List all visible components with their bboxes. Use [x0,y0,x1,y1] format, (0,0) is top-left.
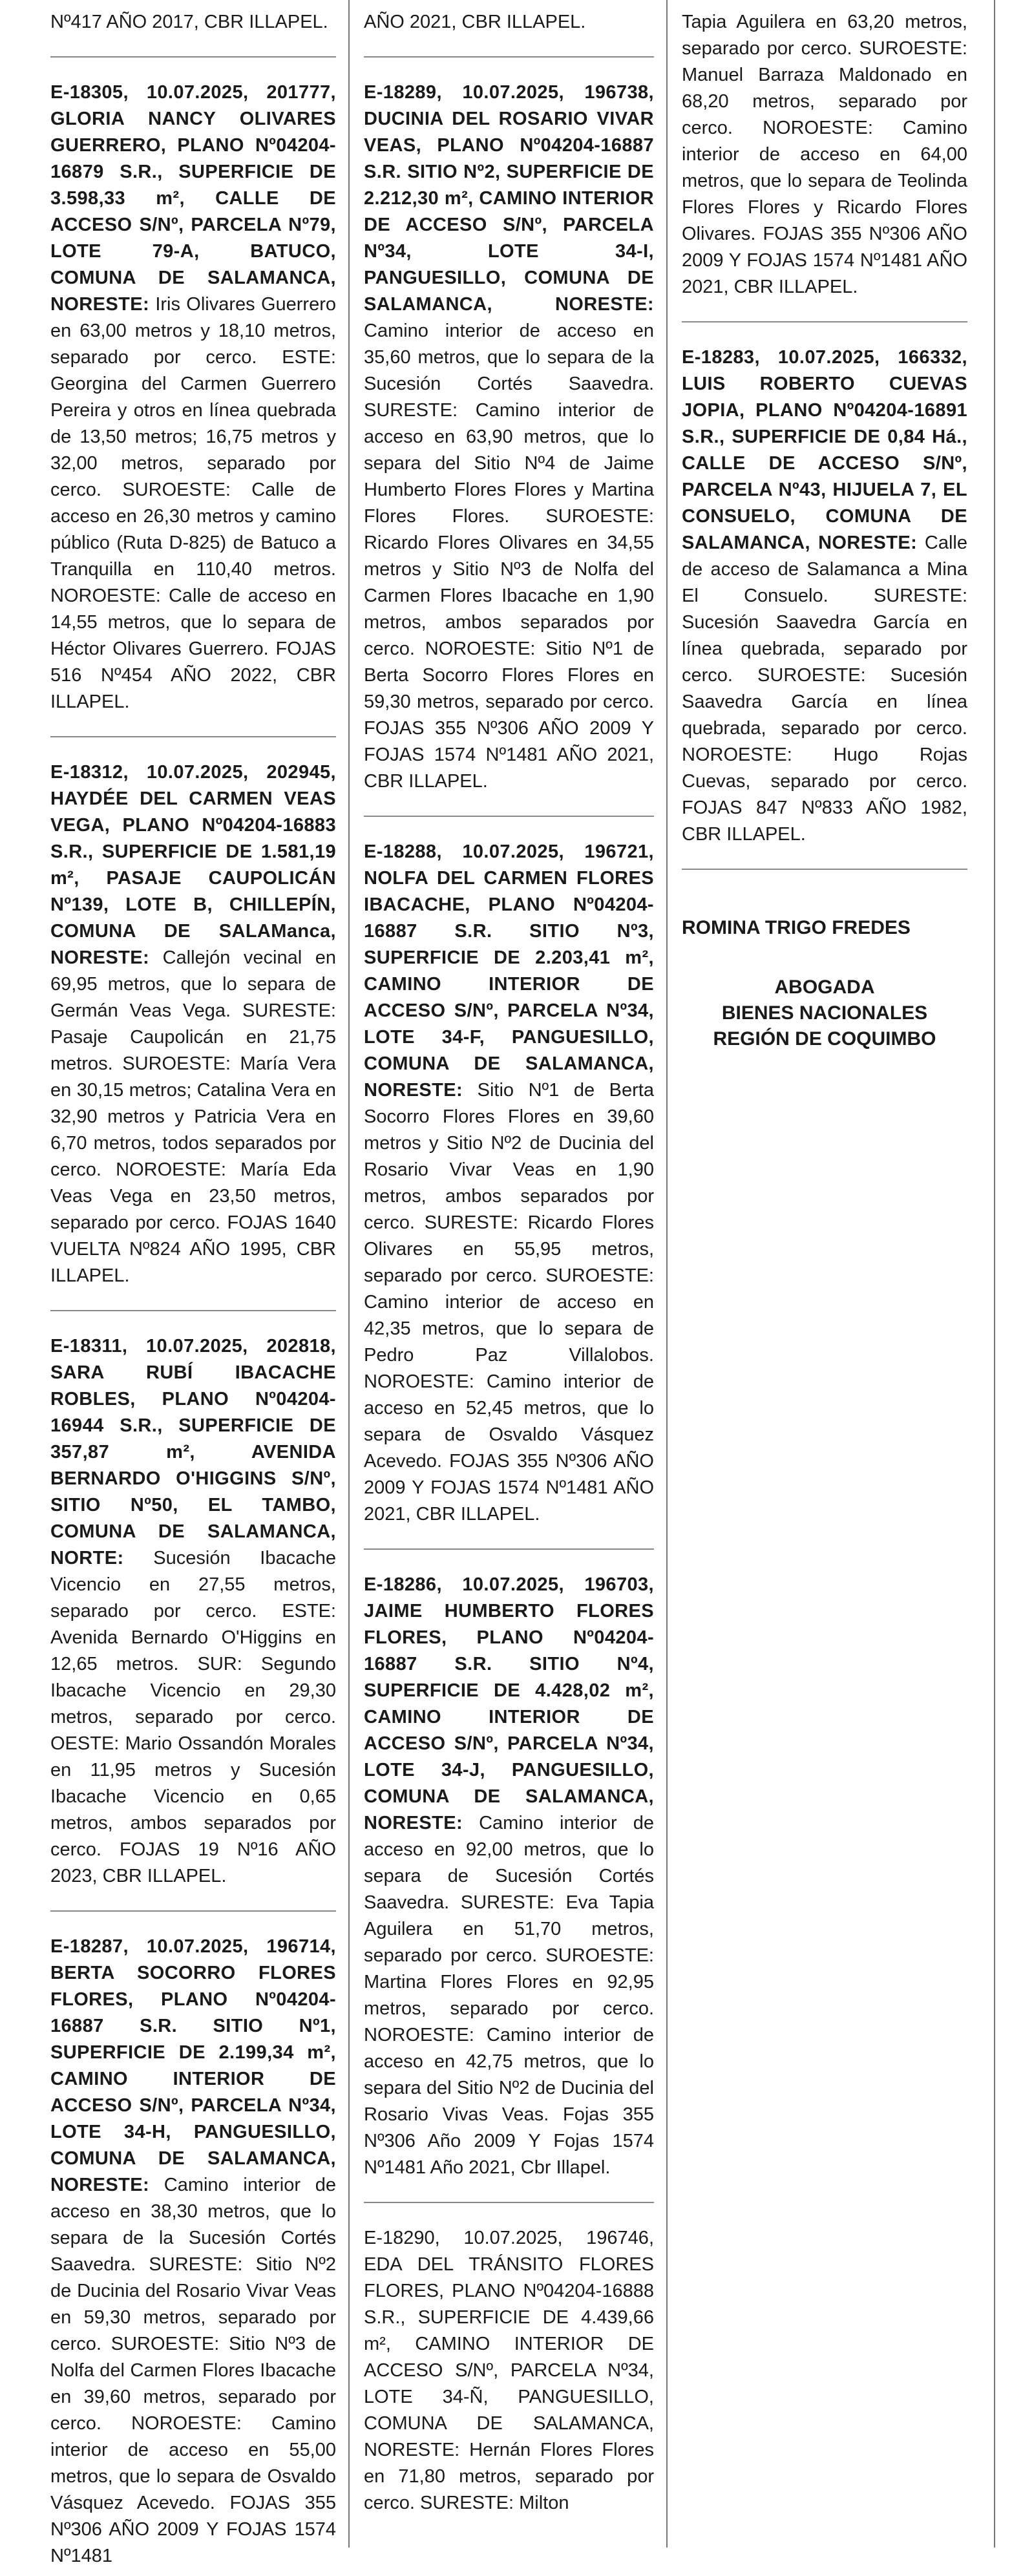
entry-separator [50,1310,336,1311]
notice-entry [364,74,654,801]
notice-body: Callejón vecinal en 69,95 metros, que lo separa de Germán Veas Vega. SURESTE: Pasaje Caupolicán en 21,75 metros. SUROESTE: María Vera en 30,15 metros; Catalina Vera en 32,90 metros y Patricia Vera en 6,70 metros, todos separados por cerco. NOROESTE: María Eda Veas Vega en 23,50 metros, separado por cerco. FOJAS 1640 VUELTA Nº824 AÑO 1995, CBR ILLAPEL. [50,947,336,1286]
entry-separator [682,869,967,870]
notice-entry [364,834,654,1534]
entry-separator [364,2202,654,2203]
column-divider [348,0,350,2548]
entry-separator [364,816,654,817]
continued-text: AÑO 2021, CBR ILLAPEL. [364,12,586,32]
notice-heading: E-18289, 10.07.2025, 196738, DUCINIA DEL ROSARIO VIVAR VEAS, PLANO Nº04204-16887 S.R. SITIO Nº2, SUPERFICIE DE 2.212,30 m², CAMINO INTERIOR DE ACCESO S/Nº, PARCELA Nº34, LOTE 34-I, PANGUESILLO, COMUNA DE SALAMANCA, NORESTE: [364,82,654,315]
notice-heading: E-18305, 10.07.2025, 201777, GLORIA NANCY OLIVARES GUERRERO, PLANO Nº04204-16879 S.R., SUPERFICIE DE 3.598,33 m², CALLE DE ACCESO S/Nº, PARCELA Nº79, LOTE 79-A, BATUCO, COMUNA DE SALAMANCA, NORESTE: [50,82,336,315]
entry-separator [50,1910,336,1912]
notice-entry [364,1567,654,2188]
notice-body: Sucesión Ibacache Vicencio en 27,55 metros, separado por cerco. ESTE: Avenida Bernardo O'Higgins en 12,65 metros. SUR: Segundo Ibacache Vicencio en 29,30 metros, separado por cerco. OESTE: Mario Ossandón Morales en 11,95 metros y Sucesión Ibacache Vicencio en 0,65 metros, ambos separados por cerco. FOJAS 19 Nº16 AÑO 2023, CBR ILLAPEL. [50,1548,336,1886]
entry-separator [364,1548,654,1550]
notice-entry [50,1328,336,1896]
column-1 [50,0,336,2566]
entry-separator [50,736,336,737]
signer-office: BIENES NACIONALES [721,1002,928,1024]
entry-separator [50,56,336,58]
entry-separator [364,56,654,58]
notice-body: Camino interior de acceso en 38,30 metros, que lo separa de la Sucesión Cortés Saavedra. SURESTE: Sitio Nº2 de Ducinia del Rosario Vivar Veas en 59,30 metros, separado por cerco. SUROESTE: Sitio Nº3 de Nolfa del Carmen Flores Ibacache en 39,60 metros, separado por cerco. NOROESTE: Camino interior de acceso en 55,00 metros, que lo separa de Osvaldo Vásquez Acevedo. FOJAS 355 Nº306 AÑO 2009 Y FOJAS 1574 Nº1481 [50,2175,336,2566]
notice-body: Sitio Nº1 de Berta Socorro Flores Flores en 39,60 metros y Sitio Nº2 de Ducinia del Rosario Vivar Veas en 1,90 metros, ambos separados por cerco. SURESTE: Ricardo Flores Olivares en 55,95 metros, separado por cerco. SUROESTE: Camino interior de acceso en 42,35 metros, que lo separa de Pedro Paz Villalobos. NOROESTE: Camino interior de acceso en 52,45 metros, que lo separa de Osvaldo Vásquez Acevedo. FOJAS 355 Nº306 AÑO 2009 Y FOJAS 1574 Nº1481 AÑO 2021, CBR ILLAPEL. [364,1080,654,1525]
entry-separator [682,321,967,322]
notice-body: Calle de acceso de Salamanca a Mina El Consuelo. SURESTE: Sucesión Saavedra García en línea quebrada, separado por cerco. SUROESTE: Sucesión Saavedra García en línea quebrada, separado por cerco. NOROESTE: Hugo Rojas Cuevas, separado por cerco. FOJAS 847 Nº833 AÑO 1982, CBR ILLAPEL. [682,533,967,845]
signature-block [682,915,967,1052]
notice-body: E-18290, 10.07.2025, 196746, EDA DEL TRÁNSITO FLORES FLORES, PLANO Nº04204-16888 S.R., SUPERFICIE DE 4.439,66 m², CAMINO INTERIOR DE ACCESO S/Nº, PARCELA Nº34, LOTE 34-Ñ, PANGUESILLO, COMUNA DE SALAMANCA, NORESTE: Hernán Flores Flores en 71,80 metros, separado por cerco. SURESTE: Milton [364,2228,654,2513]
notice-entry [50,1928,336,2576]
notice-body: Camino interior de acceso en 35,60 metros, que lo separa de la Sucesión Cortés Saavedra. SURESTE: Camino interior de acceso en 63,90 metros, que lo separa del Sitio Nº4 de Jaime Humberto Flores Flores y Martina Flores Flores. SUROESTE: Ricardo Flores Olivares en 34,55 metros y Sitio Nº3 de Nolfa del Carmen Flores Ibacache en 1,90 metros, ambos separados por cerco. NOROESTE: Sitio Nº1 de Berta Socorro Flores Flores en 59,30 metros, separado por cerco. FOJAS 355 Nº306 AÑO 2009 Y FOJAS 1574 Nº1481 AÑO 2021, CBR ILLAPEL. [364,321,654,792]
notice-body: Camino interior de acceso en 92,00 metros, que lo separa de Sucesión Cortés Saavedra. SURESTE: Eva Tapia Aguilera en 51,70 metros, separado por cerco. SUROESTE: Martina Flores Flores en 92,95 metros, separado por cerco. NOROESTE: Camino interior de acceso en 42,75 metros, que lo separa del Sitio Nº2 de Ducinia del Rosario Vivas Veas. Fojas 355 Nº306 Año 2009 Y Fojas 1574 Nº1481 Año 2021, Cbr Illapel. [364,1813,654,2178]
notice-heading: E-18286, 10.07.2025, 196703, JAIME HUMBERTO FLORES FLORES, PLANO Nº04204-16887 S.R. SITIO Nº4, SUPERFICIE DE 4.428,02 m², CAMINO INTERIOR DE ACCESO S/Nº, PARCELA Nº34, LOTE 34-J, PANGUESILLO, COMUNA DE SALAMANCA, NORESTE: [364,1574,654,1833]
notice-body: Iris Olivares Guerrero en 63,00 metros y 18,10 metros, separado por cerco. ESTE: Georgina del Carmen Guerrero Pereira y otros en línea quebrada de 13,50 metros; 16,75 metros y 32,00 metros, separado por cerco. SUROESTE: Calle de acceso en 26,30 metros y camino público (Ruta D-825) de Batuco a Tranquilla en 110,40 metros. NOROESTE: Calle de acceso en 14,55 metros, que lo separa de Héctor Olivares Guerrero. FOJAS 516 Nº454 AÑO 2022, CBR ILLAPEL. [50,294,336,712]
continued-text: Tapia Aguilera en 63,20 metros, separado por cerco. SUROESTE: Manuel Barraza Maldonado en 68,20 metros, separado por cerco. NOROESTE: Camino interior de acceso en 64,00 metros, que lo separa de Teolinda Flores Flores y Ricardo Flores Olivares. FOJAS 355 Nº306 AÑO 2009 Y FOJAS 1574 Nº1481 AÑO 2021, CBR ILLAPEL. [682,12,967,297]
notice-heading: E-18312, 10.07.2025, 202945, HAYDÉE DEL CARMEN VEAS VEGA, PLANO Nº04204-16883 S.R., SUPERFICIE DE 1.581,19 m², PASAJE CAUPOLICÁN Nº139, LOTE B, CHILLEPÍN, COMUNA DE SALAManca, NORESTE: [50,762,336,968]
column-3 [677,0,967,2548]
notice-entry [50,754,336,1296]
column-2 [359,0,654,2548]
notice-entry [50,74,336,722]
notice-heading: E-18288, 10.07.2025, 196721, NOLFA DEL CARMEN FLORES IBACACHE, PLANO Nº04204-16887 S.R. SITIO Nº3, SUPERFICIE DE 2.203,41 m², CAMINO INTERIOR DE ACCESO S/Nº, PARCELA Nº34, LOTE 34-F, PANGUESILLO, COMUNA DE SALAMANCA, NORESTE: [364,841,654,1101]
notice-heading: E-18311, 10.07.2025, 202818, SARA RUBÍ IBACACHE ROBLES, PLANO Nº04204-16944 S.R., SUPERFICIE DE 357,87 m², AVENIDA BERNARDO O'HIGGINS S/Nº, SITIO Nº50, EL TAMBO, COMUNA DE SALAMANCA, NORTE: [50,1336,336,1568]
notice-entry [364,2220,654,2523]
signer-title: ABOGADA [774,977,875,998]
column-divider [994,0,995,2548]
notice-entry [682,339,967,854]
notice-heading: E-18283, 10.07.2025, 166332, LUIS ROBERTO CUEVAS JOPIA, PLANO Nº04204-16891 S.R., SUPERFICIE DE 0,84 Há., CALLE DE ACCESO S/Nº, PARCELA Nº43, HIJUELA 7, EL CONSUELO, COMUNA DE SALAMANCA, NORESTE: [682,347,967,553]
notice-heading: E-18287, 10.07.2025, 196714, BERTA SOCORRO FLORES FLORES, PLANO Nº04204-16887 S.R. SITIO Nº1, SUPERFICIE DE 2.199,34 m², CAMINO INTERIOR DE ACCESO S/Nº, PARCELA Nº34, LOTE 34-H, PANGUESILLO, COMUNA DE SALAMANCA, NORESTE: [50,1936,336,2195]
signer-name: ROMINA TRIGO FREDES [682,917,911,938]
continued-text: Nº417 AÑO 2017, CBR ILLAPEL. [50,12,328,32]
signer-region: REGIÓN DE COQUIMBO [713,1028,936,1050]
column-divider [666,0,668,2548]
